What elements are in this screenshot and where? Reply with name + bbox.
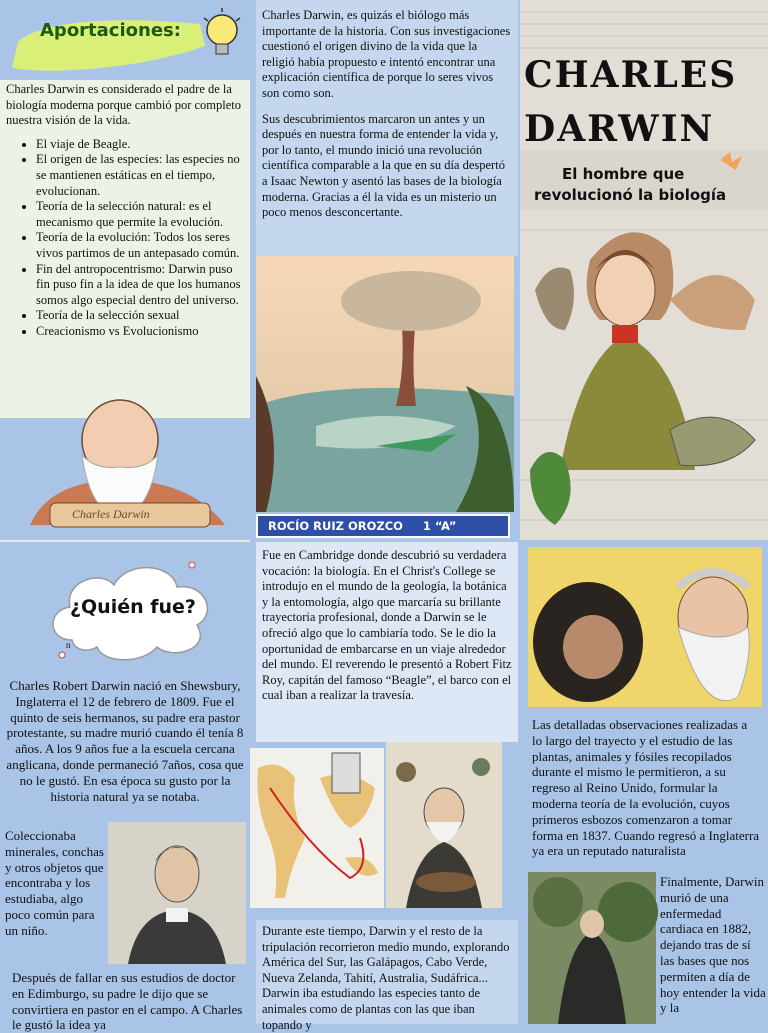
tree-painting (256, 256, 514, 512)
author-banner (256, 514, 510, 538)
quien-fue-heading: ¿Quién fue? (70, 596, 196, 618)
aportaciones-panel (0, 80, 250, 418)
lightbulb-icon (198, 4, 246, 64)
center-p1: Charles Darwin, es quizás el biólogo más importante de la historia. Con sus investigaciones cuestionó el origen divino de la vida que la religió había propuesto e intentó encontrar una explicación científica de porque lo seres vivos son como son. (262, 8, 511, 100)
list-item: • El viaje de Beagle. (36, 137, 244, 153)
author-banner-text: ROCÍO RUIZ OROZCO 1 “A” (268, 519, 457, 533)
durante-panel (256, 920, 518, 1032)
durante-text: Durante este tiempo, Darwin y el resto de la tripulación recorrieron medio mundo, explorando América del Sur, las Galápagos, Cabo Verde, Nueva Zelanda, Tahití, Australia, Sudáfrica... Darwin iba estudiando las especies tanto de animales como de plantas con las que iban topando y (262, 924, 510, 1032)
cambridge-panel (256, 542, 518, 742)
observaciones-text: Las detalladas observaciones realizadas a lo largo del trayecto y el estudio de las plantas, animales y fósiles recopilados durante el mismo le permitieron, a su regreso al Reino Unido, formular la moderna teoría de la evolución, cuyos primeros esbozos comenzaron a tomar forma en 1837. Cuando regresó a Inglaterra ya era un reputado naturalista (532, 717, 760, 859)
cover-title-line2: DARWIN (524, 108, 715, 150)
darwin-animals-illustration (386, 742, 502, 908)
quien-fue-note: n (66, 640, 71, 650)
chimp-and-darwin-image (528, 547, 762, 707)
aportaciones-title: Aportaciones: (40, 20, 181, 41)
old-darwin-garden-photo (528, 872, 656, 1024)
aportaciones-list (6, 137, 244, 340)
quien-fue-text: Charles Robert Darwin nació en Shewsbury, Inglaterra el 12 de febrero de 1809. Fue el quinto de seis hermanos, su padre era pastor protestante, su madre murió cuando él tenía 8 años. A los 9 años fue a la escuela cercana anglicana, donde permaneció 7años, cosa que no le gustó. En esa época su gusto por la historia natural ya se notaba. (6, 678, 244, 804)
young-darwin-portrait (108, 822, 246, 964)
list-item: • Creacionismo vs Evolucionismo (36, 324, 244, 340)
colecciones-text: Coleccionaba minerales, conchas y otros objetos que encontraba y los estudiaba, algo poco común para un niño. (5, 828, 104, 938)
cover-subtitle-line1: El hombre que (562, 165, 685, 183)
cambridge-text: Fue en Cambridge donde descubrió su verdadera vocación: la biología. En el Christ's College se introdujo en el mundo de la geología, la botánica y la entomología, algo que marcaría su brillante trayectoria profesional, donde a Darwin se le ofreció algo que lo cambiaría todo. Se le dio la oportunidad de embarcarse en un viaje alrededor del mundo. El reverendo le presentó a Robert Fitz Roy, capitán del famoso “Beagle”, el barco con el cual iban a realizar la travesía. (262, 548, 512, 703)
aportaciones-intro: Charles Darwin es considerado el padre de la biología moderna porque cambió por completo nuestra visión de la vida. (6, 82, 242, 128)
center-p2: Sus descubrimientos marcaron un antes y un después en nuestra forma de entender la vida y, por lo tanto, el mundo inició una revolución científica comparable a la que en su día despertó a Isaac Newton y asentó las bases de la biología moderna. Gracias a él la vida es un misterio un poco menos desconcertante. (262, 111, 505, 220)
darwin-cartoon-portrait (20, 395, 235, 540)
list-item: • El origen de las especies: las especies no se mantienen estáticas en el tiempo, evolucionan. (36, 152, 244, 199)
voyage-map (250, 748, 384, 908)
bottom-left-text: Después de fallar en sus estudios de doctor en Edimburgo, su padre le dijo que se convirtiera en pastor en el campo. A Charles le gustó la idea ya (12, 970, 243, 1033)
cover-subtitle-line2: revolucionó la biología (534, 186, 727, 204)
finalmente-text: Finalmente, Darwin murió de una enfermedad cardiaca en 1882, dejando tras de sí las bases que nos permiten a día de hoy entender la vida y la (660, 874, 766, 1016)
list-item: • Teoría de la selección natural: es el mecanismo que permite la evolución. (36, 199, 244, 230)
cover-title-line1: CHARLES (524, 54, 738, 96)
list-item: • Fin del antropocentrismo: Darwin puso fin puso fin a la idea de que los humanos somos algo especial dentro del universo. (36, 262, 244, 309)
portrait-signature: Charles Darwin (72, 507, 150, 521)
list-item: • Teoría de la evolución: Todos los seres vivos partimos de un antepasado común. (36, 230, 244, 261)
list-item: • Teoría de la selección sexual (36, 308, 244, 324)
center-top-panel (256, 0, 518, 256)
quien-fue-divider (0, 540, 250, 542)
